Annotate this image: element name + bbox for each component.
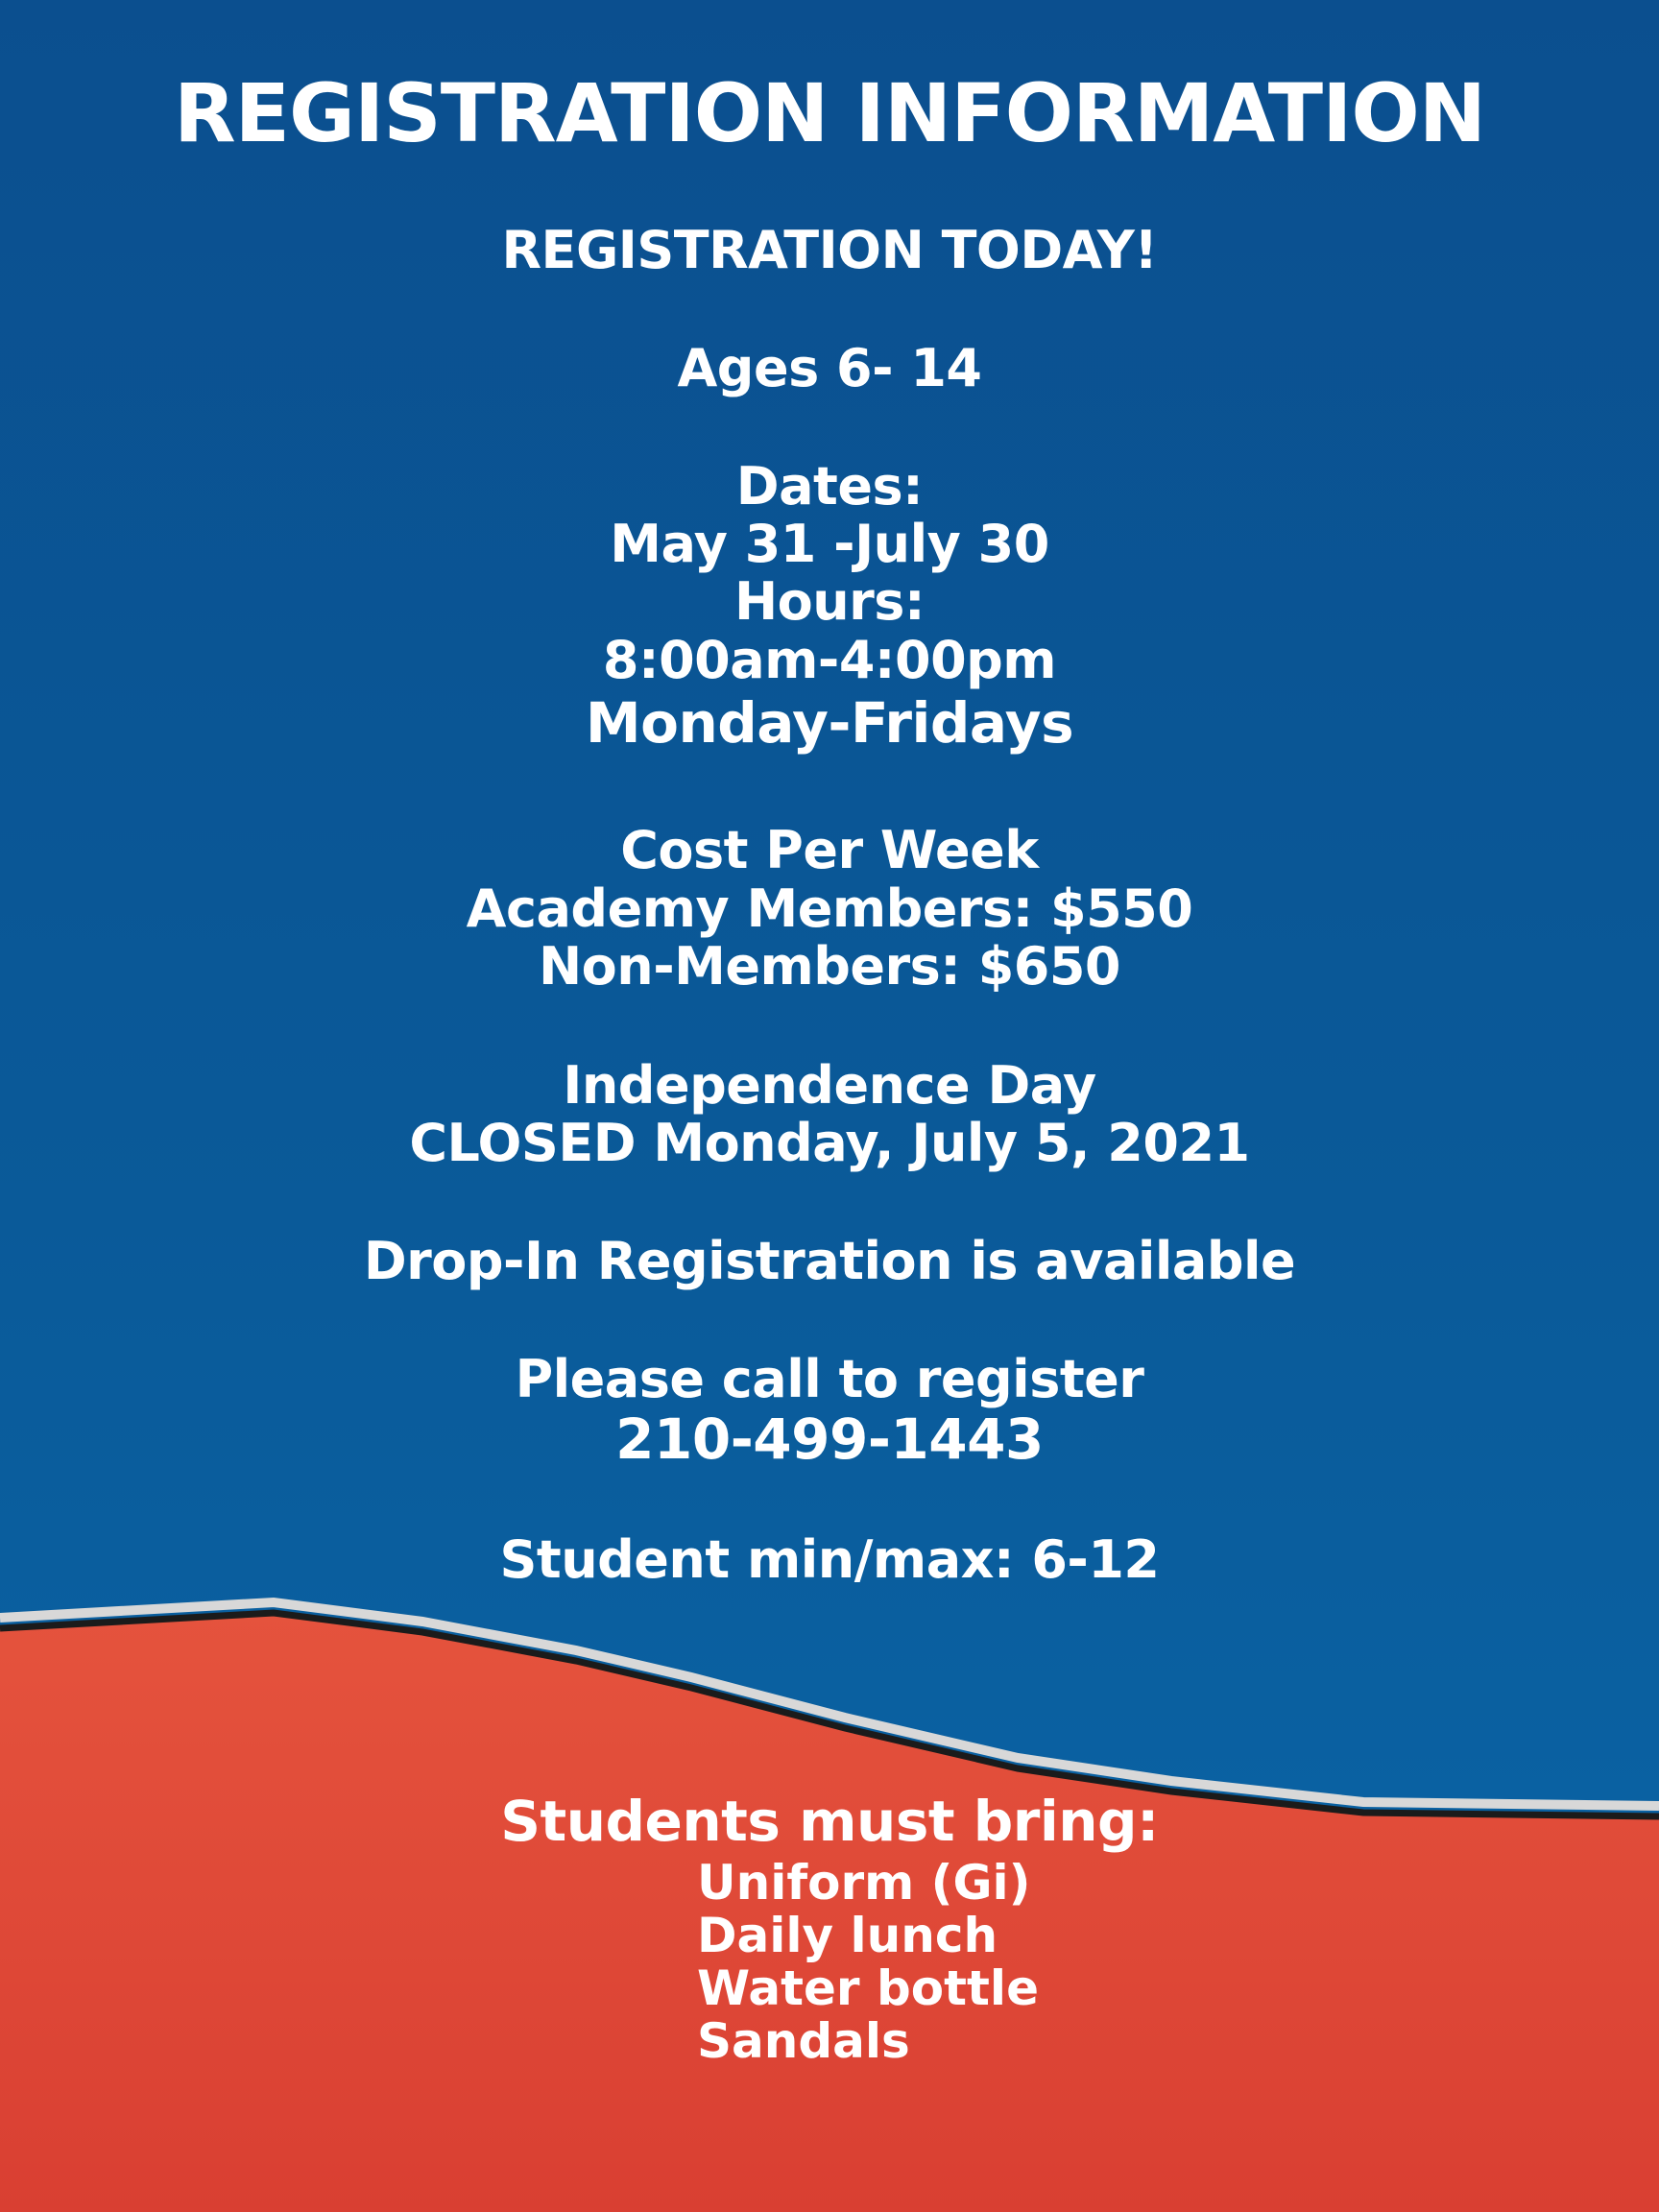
ages-text: Ages 6- 14 <box>677 338 982 398</box>
student-limits: Student min/max: 6-12 <box>499 1529 1160 1590</box>
dates-label: Dates: <box>735 456 924 517</box>
holiday-closed: CLOSED Monday, July 5, 2021 <box>409 1113 1250 1173</box>
cost-nonmembers: Non-Members: $650 <box>538 936 1120 997</box>
drop-in-text: Drop-In Registration is available <box>363 1231 1296 1291</box>
bring-item: Daily lunch <box>697 1908 998 1963</box>
hours-value: 8:00am-4:00pm <box>602 630 1057 690</box>
poster-title: REGISTRATION INFORMATION <box>173 66 1486 160</box>
bring-item: Sandals <box>697 2013 910 2069</box>
cost-label: Cost Per Week <box>620 820 1039 880</box>
bring-item: Water bottle <box>697 1960 1039 2016</box>
holiday-label: Independence Day <box>563 1055 1096 1116</box>
bring-item: Uniform (Gi) <box>697 1855 1031 1911</box>
dates-value: May 31 -July 30 <box>610 514 1049 574</box>
cost-members: Academy Members: $550 <box>466 878 1193 939</box>
registration-today-heading: REGISTRATION TODAY! <box>501 220 1158 280</box>
call-label: Please call to register <box>515 1349 1144 1409</box>
days-text: Monday-Fridays <box>585 690 1074 756</box>
hours-label: Hours: <box>733 571 926 632</box>
bring-label: Students must bring: <box>500 1789 1159 1854</box>
phone-number: 210-499-1443 <box>615 1407 1044 1472</box>
